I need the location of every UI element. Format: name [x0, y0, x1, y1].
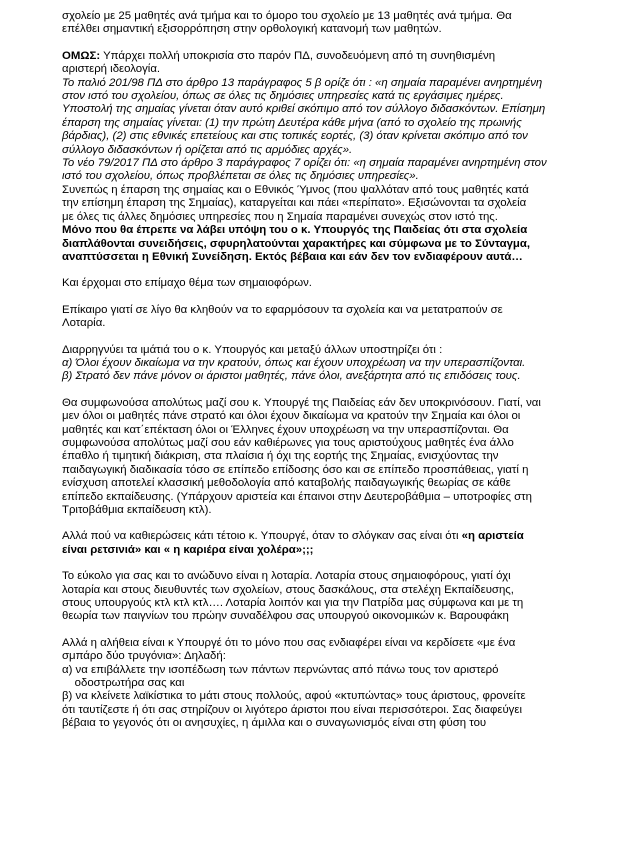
quote-line: στον ιστό του σχολείου, όπως σε όλες τις δημόσιες υπηρεσίες κατά τις εργάσιμες ημέρες.: [62, 90, 504, 103]
paragraph-lottery: [62, 570, 582, 624]
text-line: α) να επιβάλλετε την ισοπέδωση των πάντων περνώντας από πάνω τους τον αριστερό: [62, 663, 499, 676]
text-line: λοταρία και στους διευθυντές των σχολείων, στους δασκάλους, στα στελέχη Εκπαίδευσης,: [62, 583, 514, 596]
text-line: οδοστρωτήρα σας και: [62, 677, 185, 690]
text-line: παιδαγωγική διαδικασία τόσο σε επίπεδο επίδοσης όσο και σε επίπεδο προσπάθειας, γιατί η: [62, 463, 529, 476]
quote-line: βάρδιας), (2) στις εθνικές επετείους και στις τοπικές εορτές, (3) όταν κρίνεται σκόπιμο από τον: [62, 130, 528, 143]
quote-line: Υποστολή της σημαίας γίνεται όταν αυτό κριθεί σκόπιμο από τον σύλλογο διδασκόντων. Επίσημη: [62, 103, 546, 116]
bold-line: αναπτύσσεται η Εθνική Συνείδηση. Εκτός βέβαια και εάν δεν τον ενδιαφέρουν αυτά…: [62, 250, 523, 263]
text-line: αριστερή ιδεολογία.: [62, 63, 161, 76]
paragraph-agreement: [62, 397, 582, 518]
text-line: μαθητές και κατ΄επέκταση όλοι οι Έλληνες έχουν υποχρέωση να την υπερασπίζονται. Θα: [62, 423, 509, 436]
bold-line: Μόνο που θα έπρεπε να λάβει υπόψη του ο κ. Υπουργός της Παιδείας ότι στα σχολεία: [62, 224, 528, 237]
omos-heading: ΟΜΩΣ:: [62, 49, 101, 62]
slogan-bold: είναι ρετσινιά» και « η καριέρα είναι χολέρα»;;;: [62, 543, 314, 556]
quote-line: Το νέο 79/2017 ΠΔ στο άρθρο 3 παράγραφος 7 ορίζει ότι: «η σημαία παραμένει ανηρτημένη στον: [62, 157, 547, 170]
text-line: Θα συμφωνούσα απολύτως μαζί σου κ. Υπουργέ της Παιδείας εάν δεν υποκρινόσουν. Γιατί, ναι: [62, 396, 541, 409]
text-line: β) να κλείνετε λαϊκίστικα το μάτι στους πολλούς, αφού «κτυπώντας» τους άριστους, φρονείτε: [62, 690, 526, 703]
text-line: Συνεπώς η έπαρση της σημαίας και ο Εθνικός Ύμνος (που ψαλλόταν από τους μαθητές κατά: [62, 183, 529, 196]
text-line: ότι ταυτίζεστε ή ότι σας στηρίζουν οι λιγότερο άριστοι που είναι περισσότεροι. Σας διαφεύγει: [62, 703, 522, 716]
text-line: Τριτοβάθμια εκπαίδευση κτλ).: [62, 504, 212, 516]
text-line: επέλθει σημαντική εξισορρόπηση στην ορθολογική κατανομή των μαθητών.: [62, 23, 442, 36]
text-line: μεν όλοι οι μαθητές πάνε στρατό και όλοι έχουν δικαίωμα να κρατούν την Σημαία και όλοι οι: [62, 410, 521, 423]
paragraph-lottery-intro: [62, 304, 582, 331]
paragraph-topic: Και έρχομαι στο επίμαχο θέμα των σημαιοφόρων.: [62, 277, 312, 290]
text-line: θεωρία των παιγνίων του πρώην συναδέλφου σας υπουργού οικονομικών κ. Βαρουφάκη: [62, 610, 509, 623]
paragraph-minister-claims: [62, 344, 582, 384]
text-line: Το εύκολο για σας και το ανώδυνο είναι η λοταρία. Λοταρία στους σημαιοφόρους, γιατί όχι: [62, 570, 511, 583]
text-line: έπαθλο ή τιμητική διάκριση, στα πλαίσια ή όχι της εορτής της Σημαίας, ενισχύοντας την: [62, 450, 499, 463]
text-line: Αλλά η αλήθεια είναι κ Υπουργέ ότι το μόνο που σας ενδιαφέρει είναι να κερδίσετε «με ένα: [62, 636, 516, 649]
text-line: την επίσημη έπαρση της Σημαίας), καταργείται και πάει «περίπατο». Εξισώνονται τα σχολεία: [62, 197, 527, 210]
quote-line: β) Στρατό δεν πάνε μόνον οι άριστοι μαθητές, πάνε όλοι, ανεξάρτητα από τις επιδόσεις τους.: [62, 370, 521, 383]
paragraph-intro: [62, 10, 582, 37]
text-line: επίπεδο εκπαίδευσης. (Υπάρχουν αριστεία και έπαινοι στην Δευτεροβάθμια – υποτροφίες στη: [62, 490, 532, 503]
paragraph-flag: [62, 50, 582, 265]
text-line: Επίκαιρο γιατί σε λίγο θα κληθούν να το εφαρμόσουν τα σχολεία και να μετατραπούν σε: [62, 303, 503, 316]
text-segment: Υπάρχει πολλή υποκρισία στο παρόν ΠΔ, συνοδευόμενη από τη συνηθισμένη: [100, 49, 496, 62]
paragraph-truth: [62, 637, 582, 731]
quote-line: ιστό του σχολείου, όπως προβλέπεται σε όλες τις δημόσιες υπηρεσίες».: [62, 170, 419, 183]
text-line: Λοταρία.: [62, 317, 106, 330]
text-line: ενίσχυση αποτελεί κλασσική μεθοδολογία από καταβολής παιδαγωγικής θεωρίας σε κάθε: [62, 477, 511, 490]
text-line: συμφωνούσα απολύτως μαζί σου εάν καθιέρωνες για τους αριστούχους μαθητές ένα άλλο: [62, 436, 514, 449]
text-segment: Αλλά πού να καθιερώσεις κάτι τέτοιο κ. Υπουργέ, όταν το σλόγκαν σας είναι ότι: [62, 530, 462, 543]
bold-line: διαπλάθονται συνειδήσεις, σφυρηλατούνται χαρακτήρες και σύμφωνα με το Σύνταγμα,: [62, 237, 531, 250]
text-line: βέβαια το γεγονός ότι οι ανησυχίες, η άμιλλα και ο συναγωνισμός είναι στη φύση του: [62, 717, 487, 730]
text-line: σμπάρο δύο τρυγόνια»: Δηλαδή:: [62, 650, 226, 663]
quote-line: α) Όλοι έχουν δικαίωμα να την κρατούν, όπως και έχουν υποχρέωση να την υπερασπίζονται.: [62, 356, 526, 369]
paragraph-slogan: [62, 530, 582, 557]
slogan-bold: «η αριστεία: [461, 530, 524, 543]
quote-line: έπαρση της σημαίας γίνεται: (1) την πρώτη Δευτέρα κάθε μήνα (από το σχολείο της πρωινής: [62, 116, 522, 129]
document-page: [62, 10, 582, 731]
text-line: στους υπουργούς κτλ κτλ κτλ…. Λοταρία λοιπόν και για την Πατρίδα μας σύμφωνα και με τη: [62, 597, 524, 610]
text-line: σχολείο με 25 μαθητές ανά τμήμα και το όμορο του σχολείο με 13 μαθητές ανά τμήμα. Θα: [62, 10, 512, 22]
quote-line: Το παλιό 201/98 ΠΔ στο άρθρο 13 παράγραφος 5 β ορίζε ότι : «η σημαία παραμένει ανηρτημένη: [62, 76, 543, 89]
text-line: με όλες τις άλλες δημόσιες υπηρεσίες που η Σημαία παραμένει συνεχώς στον ιστό της.: [62, 210, 498, 223]
quote-line: σύλλογο διδασκόντων ή ορίζεται από τις αρμόδιες αρχές».: [62, 143, 353, 156]
text-line: Διαρρηγνύει τα ιμάτιά του ο κ. Υπουργός και μεταξύ άλλων υποστηρίζει ότι :: [62, 343, 443, 356]
